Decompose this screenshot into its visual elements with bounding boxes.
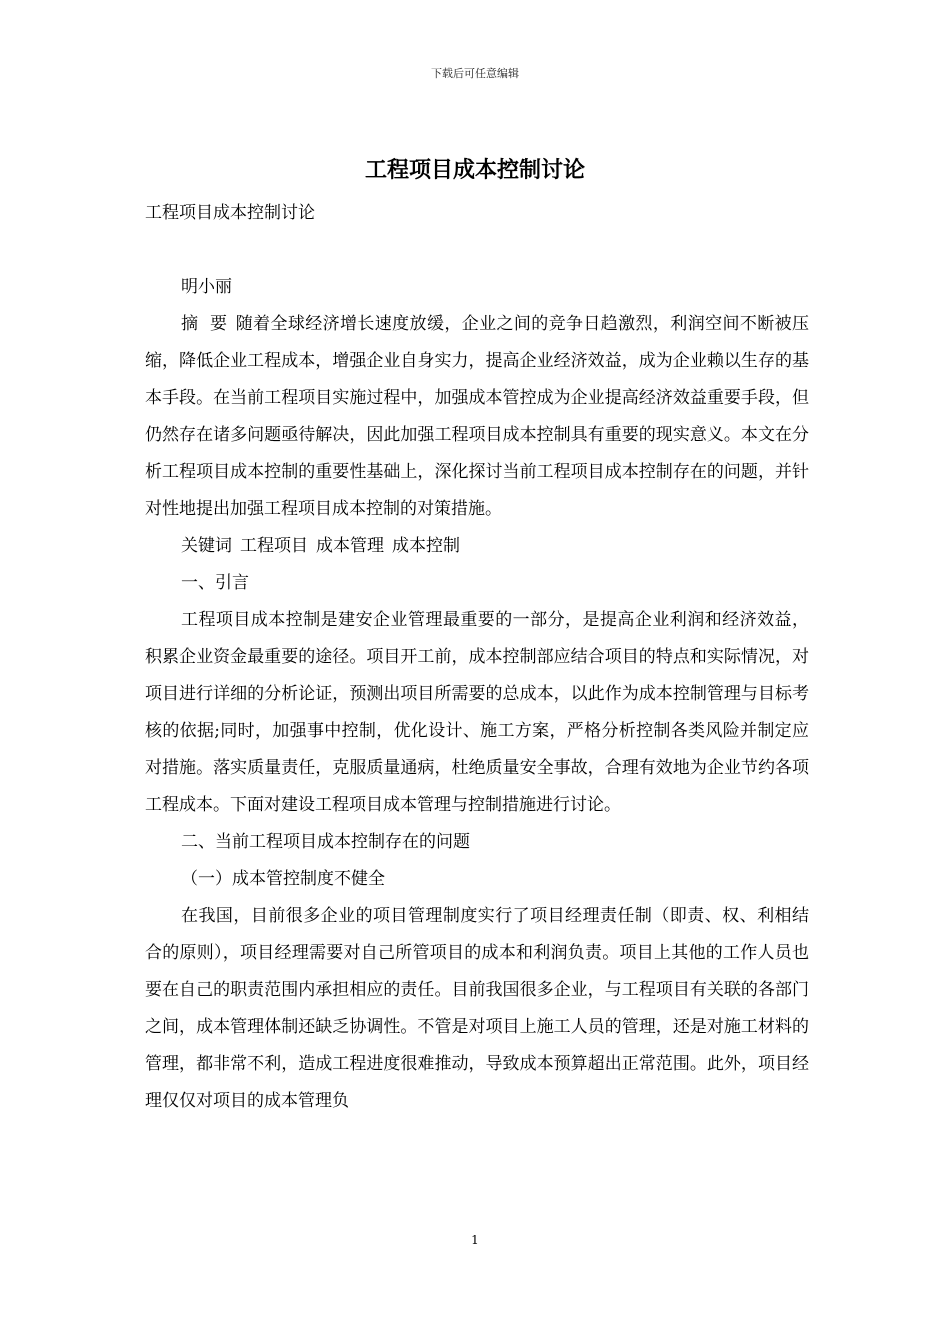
section-heading-problems: 二、当前工程项目成本控制存在的问题 [181, 832, 470, 852]
document-subtitle: 工程项目成本控制讨论 [145, 203, 315, 223]
keyword-item: 工程项目 [240, 536, 308, 556]
keyword-item: 成本管理 [316, 536, 384, 556]
page-number: 1 [471, 1233, 479, 1247]
system-paragraph: 在我国，目前很多企业的项目管理制度实行了项目经理责任制（即责、权、利相结合的原则），项目经理需要对自己所管项目的成本和利润负责。项目上其他的工作人员也要在自己的职责范围内承担相应的责任。目前我国很多企业，与工程项目有关联的各部门之间，成本管理体制还缺乏协调性。不管是对项目上施工人员的管理，还是对施工材料的管理，都非常不利，造成工程进度很难推动，导致成本预算超出正常范围。此外，项目经理仅仅对项目的成本管理负 [145, 906, 809, 1111]
introduction-paragraph: 工程项目成本控制是建安企业管理最重要的一部分，是提高企业利润和经济效益，积累企业资金最重要的途径。项目开工前，成本控制部应结合项目的特点和实际情况，对项目进行详细的分析论证，预测出项目所需要的总成本，以此作为成本控制管理与目标考核的依据;同时，加强事中控制，优化设计、施工方案，严格分析控制各类风险并制定应对措施。落实质量责任，克服质量通病，杜绝质量安全事故，合理有效地为企业节约各项工程成本。下面对建设工程项目成本管理与控制措施进行讨论。 [145, 610, 809, 815]
author-name: 明小丽 [181, 277, 232, 297]
keyword-item: 成本控制 [392, 536, 460, 556]
header-note: 下载后可任意编辑 [431, 67, 519, 80]
document-body [145, 195, 809, 1120]
keywords-label: 关键词 [181, 536, 232, 556]
abstract-label: 摘 要 [181, 314, 228, 334]
abstract-paragraph [145, 306, 809, 528]
subsection-heading-system: （一）成本管控制度不健全 [181, 869, 385, 889]
abstract-text: 随着全球经济增长速度放缓，企业之间的竞争日趋激烈，利润空间不断被压缩，降低企业工程成本，增强企业自身实力，提高企业经济效益，成为企业赖以生存的基本手段。在当前工程项目实施过程中，加强成本管控成为企业提高经济效益重要手段，但仍然存在诸多问题亟待解决，因此加强工程项目成本控制具有重要的现实意义。本文在分析工程项目成本控制的重要性基础上，深化探讨当前工程项目成本控制存在的问题，并针对性地提出加强工程项目成本控制的对策措施。 [145, 314, 809, 519]
section-heading-introduction: 一、引言 [181, 573, 249, 593]
document-title: 工程项目成本控制讨论 [364, 157, 585, 183]
keywords-line [145, 528, 809, 565]
blank-line [145, 232, 809, 269]
